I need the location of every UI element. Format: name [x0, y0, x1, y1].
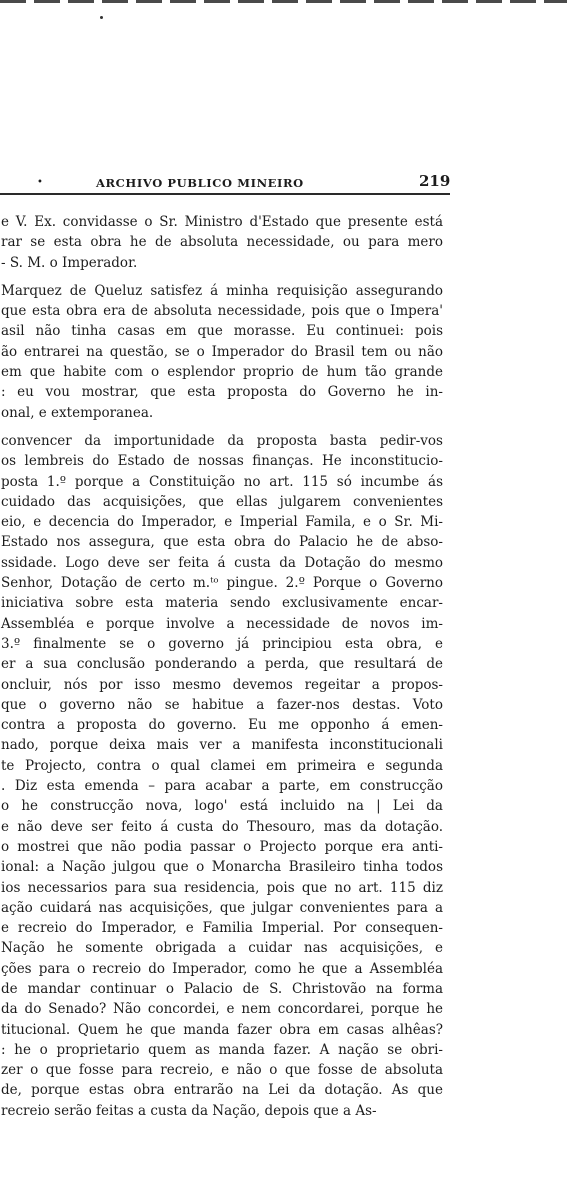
text-line: nado, porque deixa mais ver a manifesta inconstitucionali	[1, 737, 443, 754]
text-line: oncluir, nós por isso mesmo devemos regeitar a propos-	[1, 676, 443, 693]
running-title: ARCHIVO PUBLICO MINEIRO	[96, 176, 304, 190]
text-line: e não deve ser feito á custa do Thesouro, mas da dotação.	[1, 818, 443, 835]
top-border-rule	[0, 0, 567, 3]
text-body	[0, 212, 567, 1129]
text-line: em que habite com o esplendor proprio de hum tão grande	[1, 364, 443, 381]
text-line: ios necessarios para sua residencia, pois que no art. 115 diz	[1, 879, 443, 896]
text-line: de mandar continuar o Palacio de S. Christovão na forma	[1, 980, 443, 997]
text-line: er a sua conclusão ponderando a perda, que resultará de	[1, 656, 443, 673]
text-line: o he construcção nova, logo' está incluido na | Lei da	[1, 798, 443, 815]
text-line: convencer da importunidade da proposta basta pedir-vos	[1, 432, 443, 449]
text-line: titucional. Quem he que manda fazer obra em casas alhêas?	[1, 1021, 443, 1038]
text-line: te Projecto, contra o qual clamei em primeira e segunda	[1, 757, 443, 774]
text-line: iniciativa sobre esta materia sendo exclusivamente encar-	[1, 595, 443, 612]
text-line: : eu vou mostrar, que esta proposta do Governo he in-	[1, 384, 443, 401]
text-line: posta 1.º porque a Constituição no art. 115 só incumbe ás	[1, 473, 443, 490]
paragraph	[0, 431, 567, 1121]
text-line: de, porque estas obra entrarão na Lei da dotação. As que	[1, 1082, 443, 1099]
text-line: zer o que fosse para recreio, e não o que fosse de absoluta	[1, 1062, 443, 1079]
text-line: 3.º finalmente se o governo já principiou esta obra, e	[1, 635, 443, 652]
text-line: Marquez de Queluz satisfez á minha requisição assegurando	[1, 282, 443, 299]
text-line: ções para o recreio do Imperador, como he que a Assembléa	[1, 960, 443, 977]
text-line: ação cuidará nas acquisições, que julgar convenientes para a	[1, 899, 443, 916]
page-number: 219	[419, 172, 451, 190]
text-line: Assembléa e porque involve a necessidade de novos im-	[1, 615, 443, 632]
text-line: os lembreis do Estado de nossas finanças. He inconstitucio-	[1, 453, 443, 470]
text-line: Senhor, Dotação de certo m.ᵗᵒ pingue. 2.º Porque o Governo	[1, 575, 443, 592]
text-line: recreio serão feitas a custa da Nação, depois que a As-	[1, 1102, 377, 1119]
text-line: que esta obra era de absoluta necessidade, pois que o Impera'	[1, 303, 443, 320]
text-line: : he o proprietario quem as manda fazer. A nação se obri-	[1, 1041, 443, 1058]
text-line: ional: a Nação julgou que o Monarcha Brasileiro tinha todos	[1, 859, 443, 876]
paragraph	[0, 281, 567, 423]
text-line: eio, e decencia do Imperador, e Imperial Famila, e o Sr. Mi-	[1, 514, 443, 531]
text-line: o mostrei que não podia passar o Projecto porque era anti-	[1, 838, 443, 855]
text-line: rar se esta obra he de absoluta necessidade, ou para mero	[1, 234, 443, 251]
text-line: ssidade. Logo deve ser feita á custa da Dotação do mesmo	[1, 554, 443, 571]
paper-speck	[100, 16, 103, 19]
text-line: e recreio do Imperador, e Familia Imperial. Por consequen-	[1, 920, 443, 937]
text-line: que o governo não se habitue a fazer-nos destas. Voto	[1, 696, 443, 713]
text-line: ão entrarei na questão, se o Imperador do Brasil tem ou não	[1, 343, 443, 360]
text-line: e V. Ex. convidasse o Sr. Ministro d'Estado que presente está	[1, 214, 443, 230]
paragraph	[0, 212, 567, 273]
text-line: - S. M. o Imperador.	[1, 254, 138, 271]
header-bullet: •	[37, 177, 43, 188]
text-line: asil não tinha casas em que morasse. Eu continuei: pois	[1, 323, 443, 340]
text-line: contra a proposta do governo. Eu me opponho á emen-	[1, 717, 443, 734]
text-line: Estado nos assegura, que esta obra do Palacio he de abso-	[1, 534, 443, 551]
running-header	[0, 171, 567, 193]
text-line: . Diz esta emenda – para acabar a parte, em construcção	[1, 778, 443, 795]
header-rule	[0, 193, 450, 195]
text-line: da do Senado? Não concordei, e nem concordarei, porque he	[1, 1001, 443, 1018]
text-line: onal, e extemporanea.	[1, 404, 154, 421]
text-line: Nação he somente obrigada a cuidar nas acquisições, e	[1, 940, 443, 957]
text-line: cuidado das acquisições, que ellas julgarem convenientes	[1, 493, 443, 510]
